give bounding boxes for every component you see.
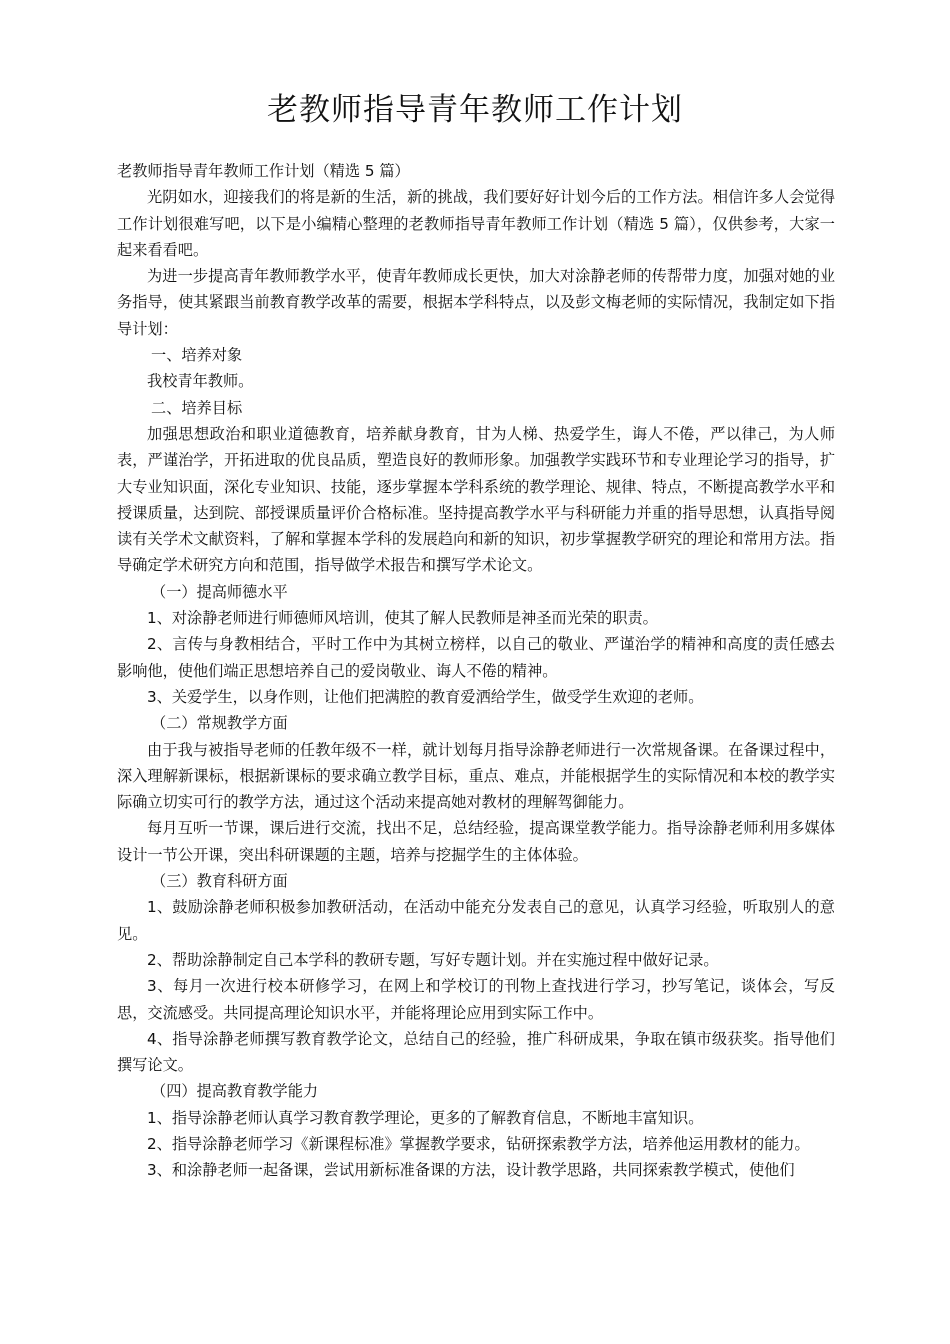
paragraph: 为进一步提高青年教师教学水平，使青年教师成长更快，加大对涂静老师的传帮带力度，加强对她的业务指导，使其紧跟当前教育教学改革的需要，根据本学科特点，以及彭文梅老师的实际情况，我制定如下指导计划： <box>117 267 835 338</box>
paragraph: 2、言传与身教相结合，平时工作中为其树立榜样，以自己的敬业、严谨治学的精神和高度的责任感去影响他，使他们端正思想培养自己的爱岗敬业、诲人不倦的精神。 <box>117 635 835 680</box>
paragraph: 老教师指导青年教师工作计划（精选 5 篇） <box>117 162 410 180</box>
section-heading: 一、培养对象 <box>151 346 243 365</box>
paragraph: 2、帮助涂静制定自己本学科的教研专题，写好专题计划。并在实施过程中做好记录。 <box>147 950 719 969</box>
section-heading: 二、培养目标 <box>151 398 243 417</box>
paragraph: 1、指导涂静老师认真学习教育教学理论，更多的了解教育信息，不断地丰富知识。 <box>147 1108 704 1127</box>
paragraph: 1、对涂静老师进行师德师风培训，使其了解人民教师是神圣而光荣的职责。 <box>147 609 658 628</box>
paragraph: 2、指导涂静老师学习《新课程标准》掌握教学要求，钻研探索教学方法，培养他运用教材的能力。 <box>147 1134 810 1153</box>
document-title: 老教师指导青年教师工作计划 <box>267 92 683 128</box>
paragraph: 由于我与被指导老师的任教年级不一样，就计划每月指导涂静老师进行一次常规备课。在备课过程中，深入理解新课标，根据新课标的要求确立教学目标，重点、难点，并能根据学生的实际情况和本校的教学实际确立切实可行的教学方法，通过这个活动来提高她对教材的理解驾御能力。 <box>117 740 835 812</box>
paragraph: 3、每月一次进行校本研修学习，在网上和学校订的刊物上查找进行学习，抄写笔记，谈体会，写反思，交流感受。共同提高理论知识水平，并能将理论应用到实际工作中。 <box>117 977 835 1022</box>
paragraph: 光阴如水，迎接我们的将是新的生活，新的挑战，我们要好好计划今后的工作方法。相信许多人会觉得工作计划很难写吧，以下是小编精心整理的老教师指导青年教师工作计划（精选 5 篇），仅供参考，大家一起来看看吧。 <box>117 188 835 259</box>
section-heading: （四）提高教育教学能力 <box>151 1082 319 1101</box>
section-heading: （三）教育科研方面 <box>151 872 288 891</box>
paragraph: 加强思想政治和职业道德教育，培养献身教育，甘为人梯、热爱学生，诲人不倦，严以律己，为人师表，严谨治学，开拓进取的优良品质，塑造良好的教师形象。加强教学实践环节和专业理论学习的指导，扩大专业知识面，深化专业知识、技能，逐步掌握本学科系统的教学理论、规律、特点，不断提高教学水平和授课质量，达到院、部授课质量评价合格标准。坚持提高教学水平与科研能力并重的指导思想，认真指导阅读有关学术文献资料，了解和掌握本学科的发展趋向和新的知识，初步掌握教学研究的理论和常用方法。指导确定学术研究方向和范围，指导做学术报告和撰写学术论文。 <box>117 424 835 575</box>
paragraph: 3、关爱学生，以身作则，让他们把满腔的教育爱洒给学生，做受学生欢迎的老师。 <box>147 687 704 706</box>
paragraph: 我校青年教师。 <box>147 372 254 391</box>
paragraph: 1、鼓励涂静老师积极参加教研活动，在活动中能充分发表自己的意见，认真学习经验，听取别人的意见。 <box>117 898 835 943</box>
document-body <box>117 158 835 1184</box>
paragraph: 4、指导涂静老师撰写教育教学论文，总结自己的经验，推广科研成果，争取在镇市级获奖。指导他们撰写论文。 <box>117 1029 835 1075</box>
paragraph: 每月互听一节课，课后进行交流，找出不足，总结经验，提高课堂教学能力。指导涂静老师利用多媒体设计一节公开课，突出科研课题的主题，培养与挖掘学生的主体体验。 <box>117 819 835 864</box>
paragraph: 3、和涂静老师一起备课，尝试用新标准备课的方法，设计教学思路，共同探索教学模式，使他们 <box>147 1161 795 1180</box>
section-heading: （二）常规教学方面 <box>151 714 288 733</box>
section-heading: （一）提高师德水平 <box>151 582 288 601</box>
